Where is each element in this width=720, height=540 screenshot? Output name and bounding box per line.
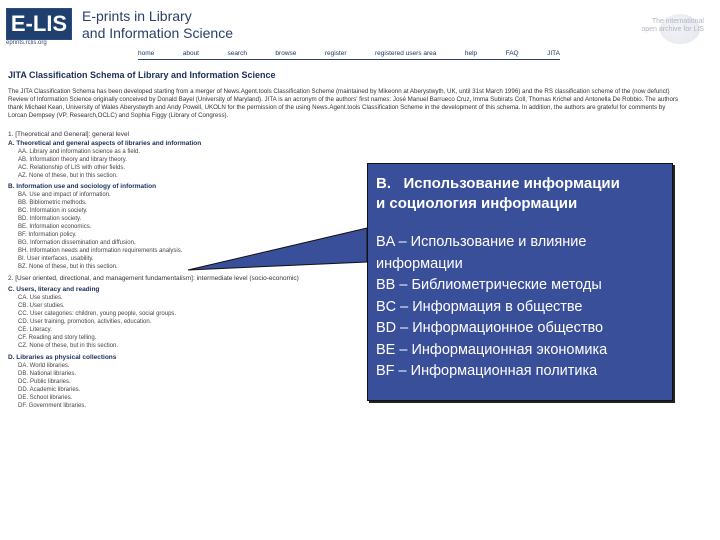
- section-d-heading: D. Libraries as physical collections: [8, 354, 117, 361]
- list-item[interactable]: CF. Reading and story telling.: [18, 335, 97, 341]
- archive-logo-line2: open archive for LIS: [641, 26, 704, 33]
- logo-text: E-LIS: [10, 11, 68, 36]
- site-title-line2: and Information Science: [82, 25, 233, 41]
- translation-callout: [367, 163, 673, 401]
- callout-item: BE – Информационная экономика: [376, 341, 608, 358]
- list-item[interactable]: AZ. None of these, but in this section.: [18, 173, 118, 179]
- list-item[interactable]: DF. Government libraries.: [18, 403, 87, 409]
- list-item[interactable]: BZ. None of these, but in this section.: [18, 264, 118, 270]
- list-item[interactable]: BC. Information in society.: [18, 208, 88, 214]
- list-item[interactable]: BD. Information society.: [18, 216, 82, 222]
- list-item[interactable]: DB. National libraries.: [18, 371, 77, 377]
- nav-about[interactable]: about: [182, 50, 199, 57]
- list-item[interactable]: BA. Use and impact of information.: [18, 192, 111, 198]
- nav-search[interactable]: search: [227, 50, 247, 57]
- site-title-line1: E-prints in Library: [82, 8, 192, 24]
- callout-item: BD – Информационное общество: [376, 320, 604, 336]
- nav-browse[interactable]: browse: [275, 50, 297, 57]
- nav-faq[interactable]: FAQ: [505, 50, 519, 57]
- nav-registered-users-area[interactable]: registered users area: [374, 50, 437, 57]
- level-2-heading: 2. [User oriented, directional, and management fundamentalism]: intermediate level (socio-economic): [8, 275, 299, 282]
- list-item[interactable]: CD. User training, promotion, activities, education.: [18, 319, 152, 325]
- list-item[interactable]: CE. Literacy.: [18, 327, 52, 333]
- callout-title-line2: и социология информации: [376, 195, 578, 212]
- callout-item: BF – Информационная политика: [376, 363, 598, 379]
- section-a-heading: A. Theoretical and general aspects of libraries and information: [8, 140, 202, 147]
- callout-pointer-shape: [188, 228, 367, 270]
- list-item[interactable]: CC. User categories: children, young people, social groups.: [18, 311, 177, 317]
- list-item[interactable]: CB. User studies.: [18, 303, 65, 309]
- list-item[interactable]: BB. Bibliometric methods.: [18, 200, 87, 206]
- nav-jita[interactable]: JITA: [547, 50, 560, 57]
- list-item[interactable]: AA. Library and information science as a field.: [18, 149, 141, 155]
- nav-register[interactable]: register: [324, 50, 347, 57]
- list-item[interactable]: DA. World libraries.: [18, 363, 70, 369]
- callout-title-line1: B. Использование информации: [376, 175, 620, 192]
- document-title: JITA Classification Schema of Library and Information Science: [8, 70, 276, 80]
- callout-item: информации: [376, 255, 463, 272]
- level-1-heading: 1. [Theoretical and General]: general level: [8, 131, 130, 138]
- list-item[interactable]: DE. School libraries.: [18, 395, 73, 401]
- list-item[interactable]: BG. Information dissemination and diffusion.: [18, 240, 136, 246]
- callout-item: BA – Использование и влияние: [376, 234, 587, 250]
- intro-paragraph: The JITA Classification Schema has been developed starting from a merger of News.Agent.tools Classification Scheme (maintained by Mikeonn at Aberystwyth, UK, until 31st March 1996) and the RS classification scheme of the (now defunct) Review of Information Science originally conceived by Donald Bayel (University of Maryland). JITA is an acronym of the authors' first names: José Manuel Barrueco Cruz, Imma Subirats Coll, Thomas Krichel and Antonella De Robbio. The authors thank Michael Kean, University of Wales Aberystwyth and Andy Powell, UKOLN for the permission of the using News.Agent.tools Classification Scheme in the development of this schema. In addition, the authors are grateful for comments by Lorcan Dempsey (VP, Research,OCLC) and Sophia Figgy (Library of Congress).: [8, 88, 679, 119]
- nav-home[interactable]: home: [138, 50, 155, 57]
- list-item[interactable]: DD. Academic libraries.: [18, 387, 81, 393]
- nav-help[interactable]: help: [464, 50, 478, 57]
- logo-url: eprints.rclis.org: [6, 40, 47, 46]
- list-item[interactable]: AB. Information theory and library theory.: [18, 157, 127, 163]
- list-item[interactable]: AC. Relationship of LIS with other fields.: [18, 165, 126, 171]
- callout-item: BB – Библиометрические методы: [376, 277, 602, 293]
- list-item[interactable]: DC. Public libraries.: [18, 379, 71, 385]
- list-item[interactable]: BI. User interfaces, usability.: [18, 256, 94, 262]
- list-item[interactable]: CA. Use studies.: [18, 295, 63, 301]
- section-c-heading: C. Users, literacy and reading: [8, 286, 100, 293]
- list-item[interactable]: BF. Information policy.: [18, 232, 77, 238]
- archive-logo-line1: The international: [651, 18, 704, 25]
- list-item[interactable]: BE. Information economics.: [18, 224, 92, 230]
- section-b-heading: B. Information use and sociology of information: [8, 183, 157, 190]
- list-item[interactable]: CZ. None of these, but in this section.: [18, 343, 119, 349]
- list-item[interactable]: BH. Information needs and information requirements analysis.: [18, 248, 183, 254]
- callout-title: [376, 174, 664, 214]
- callout-item: BC – Информация в обществе: [376, 298, 583, 315]
